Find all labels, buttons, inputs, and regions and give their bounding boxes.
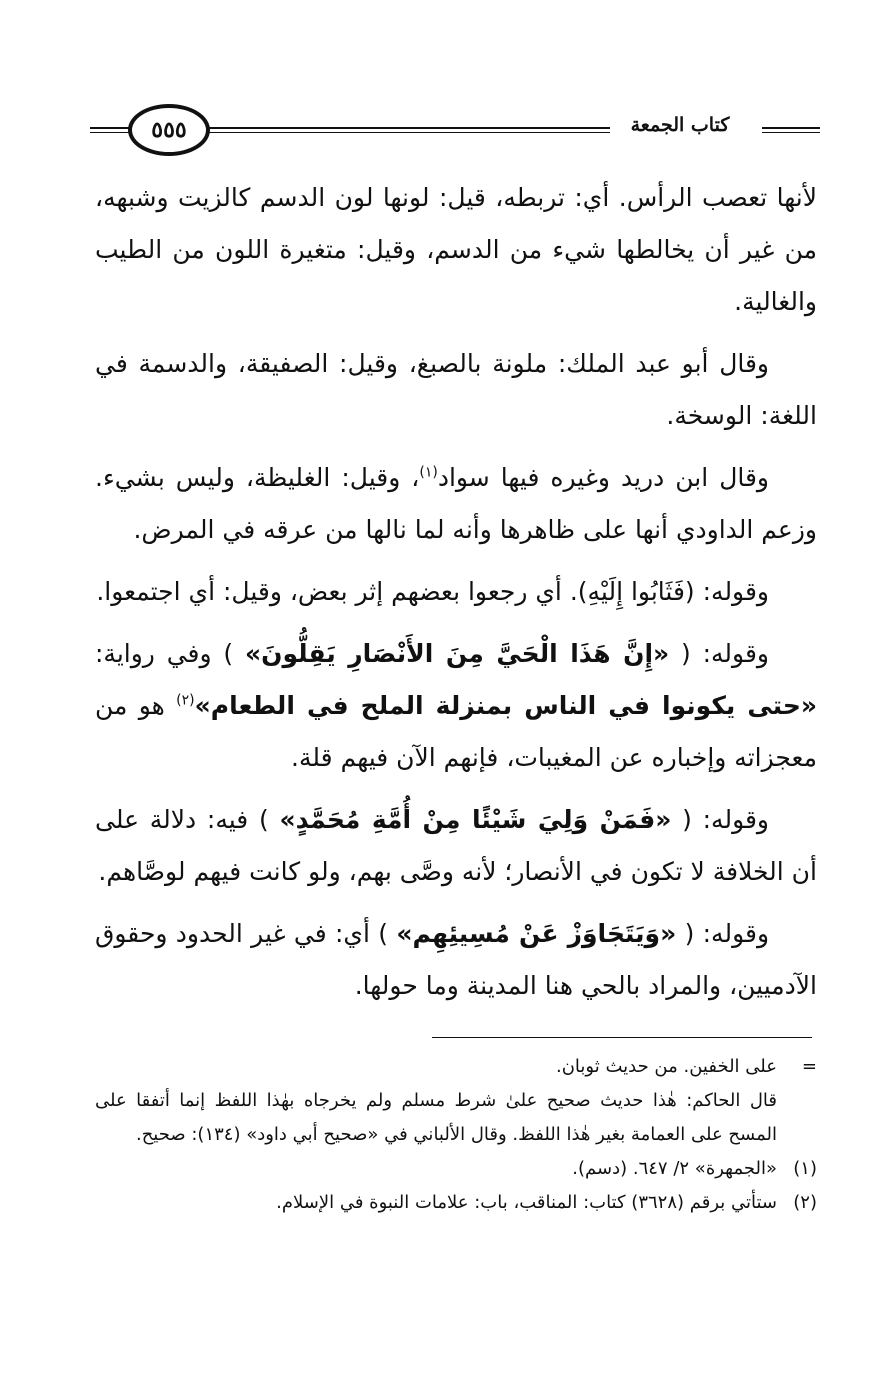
- paragraph-6-text-a: وقوله: (: [671, 805, 770, 834]
- paragraph-5-text-a: وقوله: (: [669, 639, 769, 668]
- continuation-line: على الخفين. من حديث ثوبان.: [555, 1056, 777, 1077]
- paragraph-7: [95, 908, 817, 1012]
- footnote-ref-1[interactable]: (١): [419, 464, 438, 481]
- paragraph-7-text-b: ) أي: في غير الحدود وحقوق الآدميين، والمراد بالحي هنا المدينة وما حولها.: [95, 919, 817, 1000]
- running-header: [90, 100, 820, 160]
- continuation-mark: =: [801, 1056, 817, 1077]
- continuation-paragraph: قال الحاكم: هٰذا حديث صحيح علىٰ شرط مسلم ولم يخرجاه بهٰذا اللفظ إنما أتفقا على المسح على العمامة بغير هٰذا اللفظ. وقال الألباني في «صحيح أبي داود» (١٣٤): صحيح.: [95, 1090, 777, 1145]
- hadith-quote-2: «حتى يكونوا في الناس بمنزلة الملح في الطعام»: [194, 691, 817, 720]
- paragraph-5-text-c: هو من معجزاته وإخباره عن المغيبات، فإنهم الآن فيهم قلة.: [95, 691, 817, 772]
- paragraph-7-text-a: وقوله: (: [676, 919, 770, 948]
- paragraph-3-text-a: وقال ابن دريد وغيره فيها سواد: [437, 463, 770, 492]
- footnote-1: [95, 1152, 817, 1186]
- footnote-2-text: ستأتي برقم (٣٦٢٨) كتاب: المناقب، باب: علامات النبوة في الإسلام.: [276, 1192, 777, 1213]
- footnotes: [95, 1050, 817, 1220]
- paragraph-2: وقال أبو عبد الملك: ملونة بالصبغ، وقيل: الصفيقة، والدسمة في اللغة: الوسخة.: [95, 349, 817, 430]
- paragraph-5: [95, 628, 817, 784]
- main-text: [95, 172, 817, 1022]
- chapter-title: كتاب الجمعة: [610, 114, 750, 136]
- header-rule-left: [90, 127, 130, 133]
- footnote-2-mark: (٢): [793, 1192, 817, 1213]
- paragraph-3: [95, 452, 817, 556]
- footnote-1-text: «الجمهرة» ٢/ ٦٤٧. (دسم).: [572, 1158, 777, 1179]
- hadith-quote-1: «إِنَّ هَذَا الْحَيَّ مِنَ الأَنْصَارِ يَقِلُّونَ»: [244, 639, 670, 668]
- hadith-quote-3: «فَمَنْ وَلِيَ شَيْئًا مِنْ أُمَّةِ مُحَمَّدٍ»: [279, 805, 672, 834]
- paragraph-6-text-b: ) فيه: دلالة على أن الخلافة لا تكون في الأنصار؛ لأنه وصَّى بهم، ولو كانت فيهم لوصَّاهم.: [95, 805, 817, 886]
- footnote-2: [95, 1186, 817, 1220]
- page-number: ٥٥٥: [128, 104, 210, 156]
- paragraph-3-text-b: ، وقيل: الغليظة، وليس بشيء. وزعم الداودي أنها على ظاهرها وأنه لما نالها من عرقه في المرض.: [95, 463, 817, 544]
- paragraph-6: [95, 794, 817, 898]
- hadith-quote-4: «وَيَتَجَاوَزْ عَنْ مُسِيئِهِم»: [396, 919, 677, 948]
- paragraph-1: لأنها تعصب الرأس. أي: تربطه، قيل: لونها لون الدسم كالزيت وشبهه، من غير أن يخالطها شيء من الدسم، وقيل: متغيرة اللون من الطيب والغالية.: [95, 183, 817, 316]
- footnote-separator: [432, 1037, 812, 1038]
- header-rule-right: [762, 127, 820, 133]
- paragraph-4: وقوله: (فَثَابُوا إِلَيْهِ). أي رجعوا بعضهم إثر بعض، وقيل: أي اجتمعوا.: [96, 577, 769, 606]
- paragraph-5-text-b: ) وفي رواية:: [95, 639, 245, 668]
- footnote-ref-2[interactable]: (٢): [176, 692, 195, 709]
- footnote-continuation: [95, 1050, 817, 1084]
- footnote-1-mark: (١): [793, 1158, 817, 1179]
